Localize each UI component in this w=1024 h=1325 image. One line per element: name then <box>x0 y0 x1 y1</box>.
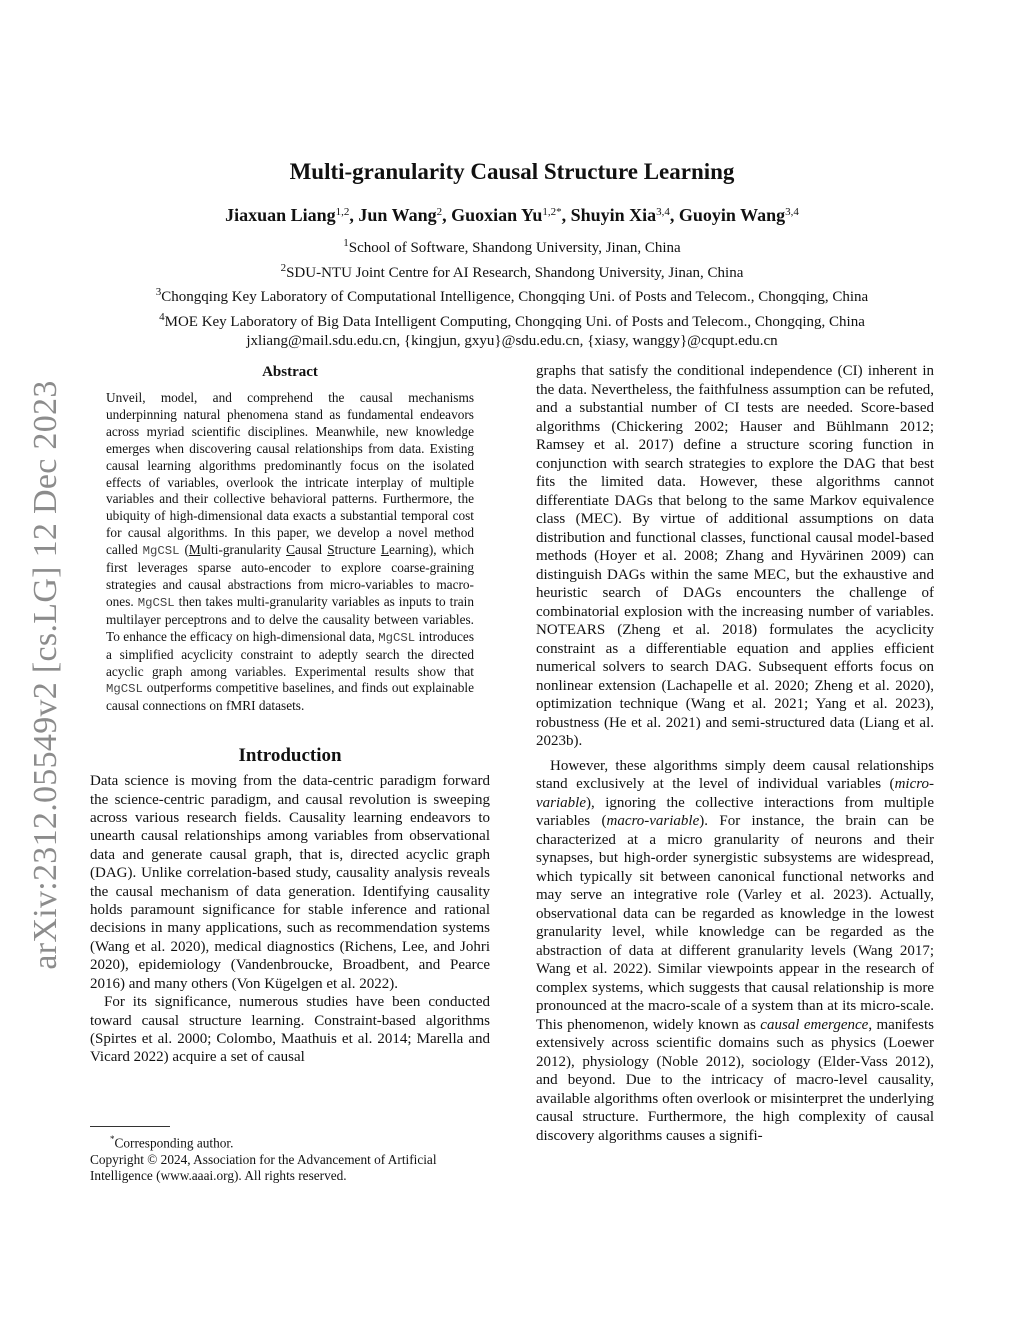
author-emails: jxliang@mail.sdu.edu.cn, {kingjun, gxyu}@sdu.edu.cn, {xiasy, wanggy}@cqupt.edu.cn <box>246 333 778 350</box>
right-column <box>536 362 934 1145</box>
section-heading-introduction: Introduction <box>238 745 342 767</box>
arxiv-stamp-text: arXiv:2312.05549v2 [cs.LG] 12 Dec 2023 <box>27 380 64 970</box>
arxiv-stamp <box>26 350 66 1000</box>
affiliation: $^2$SDU-NTU Joint Centre for AI Research, Shandong University, Jinan, China <box>280 261 744 281</box>
abstract-heading: Abstract <box>262 364 318 380</box>
abstract-text: Unveil, model, and comprehend the causal mechanisms underpinning natural phenomena stand as fundamental endeavors across myriad scientific disciplines. Meanwhile, new knowledge emerges when discovering causal relationships from data. Existing causal learning algorithms predominantly focus on the isolated effects of variables, overlook the intricate interplay of multiple variables and their collective behavioral patterns. Furthermore, the ubiquity of high-dimensional data exacts a substantial temporal cost for causal algorithms. In this paper, we develop a novel method called MgCSL (Multi-granularity Causal Structure Learning), which first leverages sparse auto-encoder to explore coarse-graining strategies and causal abstractions from micro-variables to macro-ones. MgCSL then takes multi-granularity variables as inputs to train multilayer perceptrons and to delve the causality between variables. To enhance the efficacy on high-dimensional data, MgCSL introduces a simplified acyclicity constraint to adeptly search the directed acyclic graph among variables. Experimental results show that MgCSL outperforms competitive baselines, and finds out explainable causal connections on fMRI datasets. <box>106 390 475 714</box>
paper-title: Multi-granularity Causal Structure Learning <box>289 159 735 184</box>
footnote-rule <box>90 1126 170 1127</box>
author-name: Jun Wang <box>358 205 437 225</box>
affiliation: $^3$Chongqing Key Laboratory of Computational Intelligence, Chongqing Uni. of Posts and Telecom., Chongqing, China <box>155 286 869 306</box>
author-list: Jiaxuan Liang$^{1,2}$, Jun Wang$^2$, Guoxian $Yu^{1,2*}$, Shuyin Xia$^{3,4}$, Guoyin Wang$^{3,4}$ <box>225 205 799 225</box>
affiliations <box>0 234 1024 352</box>
author-name: Guoxian Yu <box>451 205 543 225</box>
footnotes <box>90 1126 490 1184</box>
author-name: Shuyin Xia <box>570 205 657 225</box>
author-name: Jiaxuan Liang <box>225 205 336 225</box>
author-name: Guoyin Wang <box>678 205 786 225</box>
paragraph: For its significance, numerous studies have been conducted toward causal structure learning. Constraint-based algorithms (Spirtes et al. 2000; Colombo, Maathuis et al. 2014; Marella and Vicard 2022) acquire a set of causal <box>90 994 490 1066</box>
affiliation: $^4$MOE Key Laboratory of Big Data Intelligent Computing, Chongqing Uni. of Posts and Telecom., Chongqing, China <box>159 310 865 330</box>
paragraph: graphs that satisfy the conditional independence (CI) inherent in the data. Nevertheless, the faithfulness assumption can be refuted, and a substantial number of CI tests are needed. Score-based algorithms (Chickering 2002; Hauser and Bühlmann 2012; Ramsey et al. 2017) define a structure scoring function in conjunction with search strategies to explore the DAG that best fits the limited data. However, these algorithms cannot differentiate DAGs that belong to the same Markov equivalence class (MEC). By virtue of additional assumptions on data distribution and functional classes, functional causal model-based methods (Hoyer et al. 2008; Zhang and Hyvärinen 2009) can distinguish DAGs within the same MEC, but the exhaustive and heuristic search of DAGs encounters the challenge of combinatorial explosion with the increasing number of variables. NOTEARS (Zheng et al. 2018) formulates the acyclicity constraint as a differentiable equation and applies efficient numerical solvers to search DAG. Subsequent efforts focus on nonlinear extension (Lachapelle et al. 2020; Zheng et al. 2020), optimization technique (Wang et al. 2021; Yang et al. 2023), robustness (He et al. 2021) and semi-structured data (Liang et al. 2023b). <box>536 363 934 749</box>
paragraph: However, these algorithms simply deem causal relationships stand exclusively at the level of individual variables (micro-variable), ignoring the collective interactions from multiple variables (macro-variable). For instance, the brain can be characterized at a micro granularity of neurons and their synapses, but high-order synergistic subsystems are widespread, which typically sit between canonical functional networks and may serve an integrative role (Varley et al. 2023). Actually, observational data can be regarded as knowledge in the lowest granularity level, while knowledge can be regarded as the abstraction of data at different granularity levels (Wang 2017; Wang et al. 2022). Similar viewpoints appear in the research of complex systems, which suggests that causal relationship is more pronounced at the macro-scale of a system than at its micro-scale. This phenomenon, widely known as causal emergence, manifests extensively across scientific domains such as physics (Loewer 2012), physiology (Noble 2012), sociology (Elder-Vass 2012), and beyond. Due to the intricacy of macro-level causality, available algorithms often overlook or misinterpret the underlying causal structure. Furthermore, the high complexity of causal discovery algorithms causes a signifi- <box>536 757 934 1144</box>
left-column <box>90 364 490 1067</box>
footnote-corresponding: *Corresponding author. <box>110 1134 234 1151</box>
footnote-copyright: Copyright © 2024, Association for the Advancement of Artificial Intelligence (www.aaai.org). All rights reserved. <box>90 1151 437 1183</box>
affiliation: $^1$School of Software, Shandong University, Jinan, China <box>343 237 681 256</box>
paragraph: Data science is moving from the data-centric paradigm forward the science-centric paradigm, and causal revolution is sweeping across various research fields. Causality learning endeavors to unearth causal relationships among variables from observational data and generate causal graph, that is, directed acyclic graph (DAG). Unlike correlation-based study, causality analysis reveals the causal mechanism of data generation. Identifying causality holds paramount significance for stable inference and rational decisions in many applications, such as recommendation systems (Wang et al. 2020), medical diagnostics (Richens, Lee, and Johri 2020), epidemiology (Vandenbroucke, Broadbent, and Pearce 2016) and many others (Von Kügelgen et al. 2022). <box>90 773 490 992</box>
